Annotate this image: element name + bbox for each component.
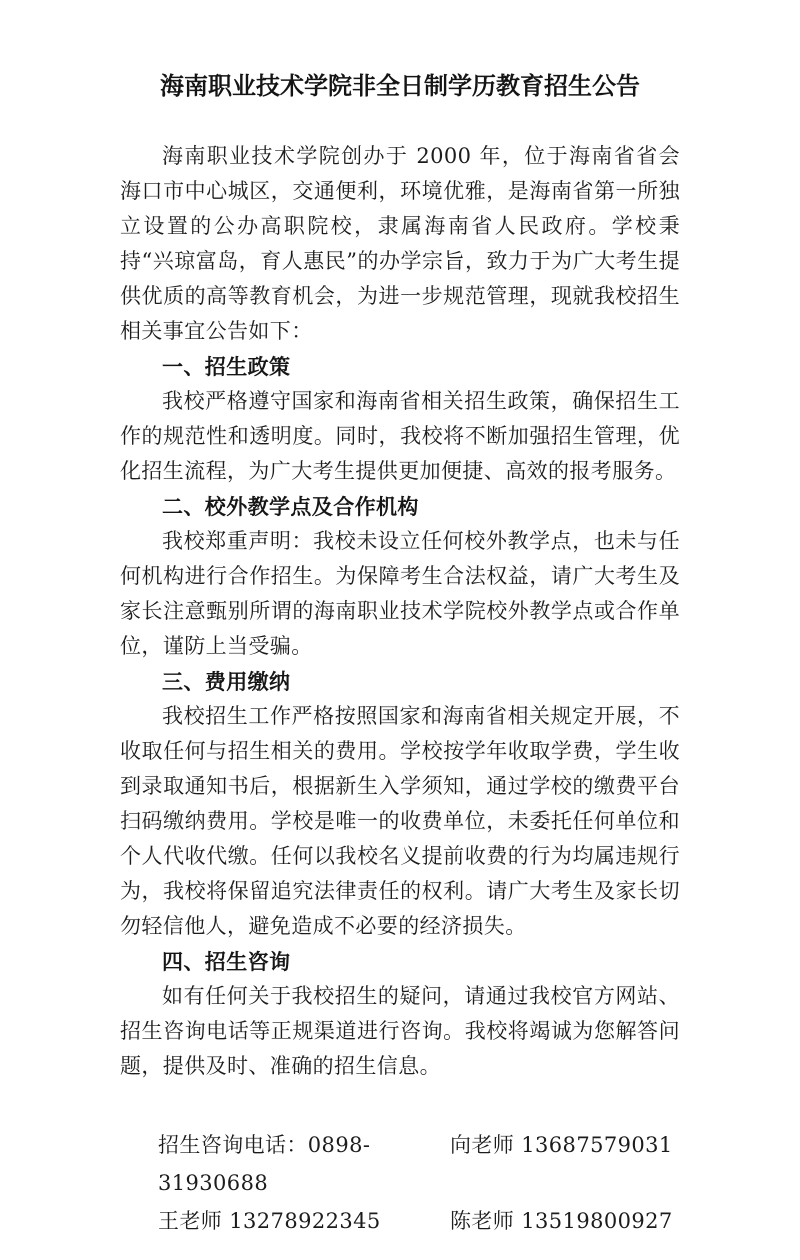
contact-row: [120, 1202, 680, 1240]
contact-teacher-wang: 王老师 13278922345: [158, 1209, 381, 1233]
contact-teacher-chen: 陈老师 13519800927: [450, 1209, 673, 1233]
section-2-heading: 二、校外教学点及合作机构: [162, 494, 419, 519]
section-4-paragraph: 如有任何关于我校招生的疑问，请通过我校官方网站、招生咨询电话等正规渠道进行咨询。我校将竭诚为您解答问题，提供及时、准确的招生信息。: [120, 984, 680, 1078]
document-title: 海南职业技术学院非全日制学历教育招生公告: [160, 73, 640, 100]
intro-paragraph: 海南职业技术学院创办于 2000 年，位于海南省省会海口市中心城区，交通便利，环境优雅，是海南省第一所独立设置的公办高职院校，隶属海南省人民政府。学校秉持“兴琼富岛，育人惠民”的办学宗旨，致力于为广大考生提供优质的高等教育机会，为进一步规范管理，现就我校招生相关事宜公告如下：: [120, 144, 680, 343]
section-1-heading: 一、招生政策: [162, 354, 291, 379]
contact-row: [120, 1126, 680, 1202]
section-3-heading: 三、费用缴纳: [162, 669, 291, 694]
contact-block: [120, 1126, 680, 1240]
section-3-paragraph: 我校招生工作严格按照国家和海南省相关规定开展，不收取任何与招生相关的费用。学校按学年收取学费，学生收到录取通知书后，根据新生入学须知，通过学校的缴费平台扫码缴纳费用。学校是唯一的收费单位，未委托任何单位和个人代收代缴。任何以我校名义提前收费的行为均属违规行为，我校将保留追究法律责任的权利。请广大考生及家长切勿轻信他人，避免造成不必要的经济损失。: [120, 704, 680, 938]
section-1-paragraph: 我校严格遵守国家和海南省相关招生政策，确保招生工作的规范性和透明度。同时，我校将不断加强招生管理，优化招生流程，为广大考生提供更加便捷、高效的报考服务。: [120, 389, 680, 483]
contact-teacher-xiang: 向老师 13687579031: [450, 1133, 673, 1157]
admissions-hotline: 招生咨询电话：0898-31930688: [158, 1133, 371, 1195]
section-2-paragraph: 我校郑重声明：我校未设立任何校外教学点，也未与任何机构进行合作招生。为保障考生合法权益，请广大考生及家长注意甄别所谓的海南职业技术学院校外教学点或合作单位，谨防上当受骗。: [120, 529, 680, 658]
section-4-heading: 四、招生咨询: [162, 949, 291, 974]
